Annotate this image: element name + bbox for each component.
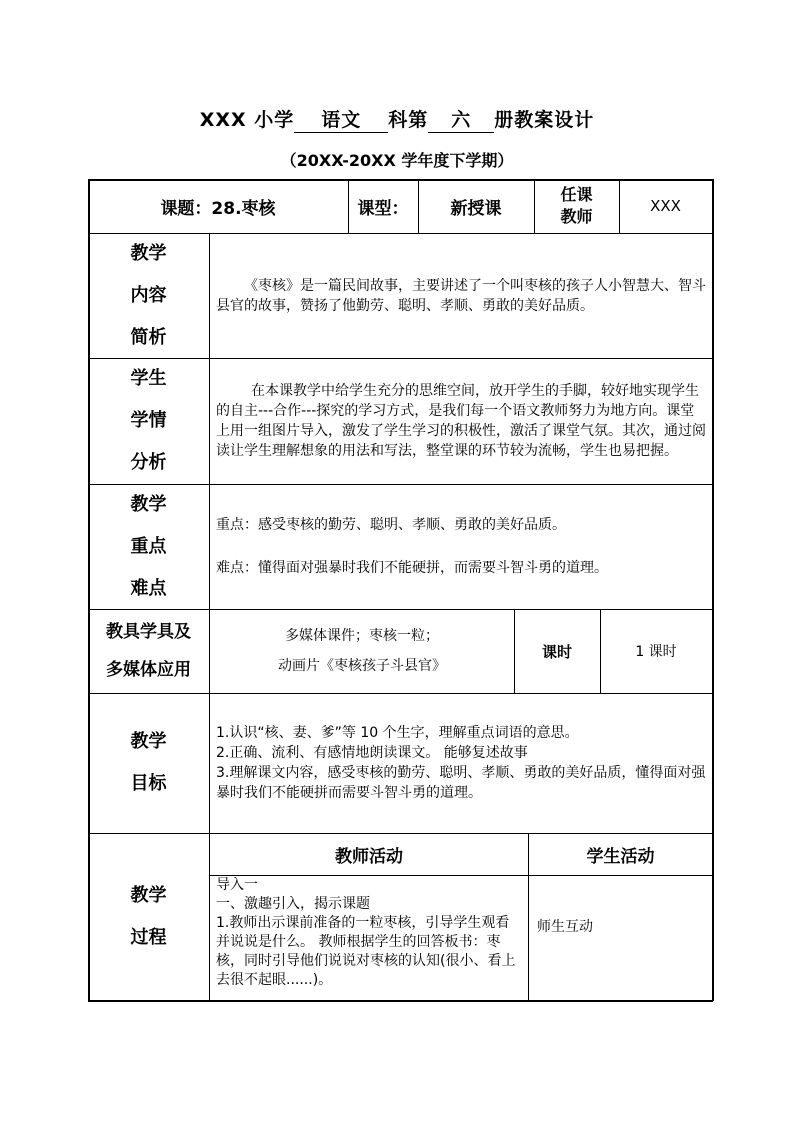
difficult-point: 难点：懂得面对强暴时我们不能硬拼，而需要斗智斗勇的道理。 xyxy=(216,560,608,576)
type-value: 新授课 xyxy=(450,198,502,219)
goal-item-2: 2.正确、流利、有感情地朗读课文。 能够复述故事 xyxy=(216,745,528,761)
process-label: 教学 过程 xyxy=(130,884,167,948)
teacher-value: XXX xyxy=(650,197,681,215)
intro-heading: 导入一 xyxy=(216,877,258,893)
term-subtitle: （20XX-20XX 学年度下学期） xyxy=(280,151,514,170)
goals-text xyxy=(210,693,712,833)
content-label: 教学 内容 简析 xyxy=(130,242,167,348)
volume-blank: 六 xyxy=(428,105,494,133)
content-text: 《枣核》是一篇民间故事，主要讲述了一个叫枣核的孩子人小智慧大、智斗县官的故事，赞扬了他勤劳、聪明、孝顺、勇敢的美好品质。 xyxy=(216,277,706,314)
type-label-cell xyxy=(348,179,418,233)
hours-value-cell xyxy=(600,609,712,693)
teacher-label-cell xyxy=(534,179,619,233)
hours-value: 1 课时 xyxy=(635,644,677,660)
section-heading: 一、激趣引入，揭示课题 xyxy=(216,896,370,912)
school-name: XXX 小学 xyxy=(199,109,295,131)
title-suffix: 册教案设计 xyxy=(494,109,595,131)
subject-mid: 科第 xyxy=(388,109,429,131)
teacher-value-cell xyxy=(619,179,712,233)
lesson-plan-table xyxy=(88,179,713,1001)
media-item-1: 多媒体课件；枣核一粒； xyxy=(285,628,439,644)
type-value-cell xyxy=(418,179,534,233)
teacher-label-2: 教师 xyxy=(560,207,593,226)
topic-cell xyxy=(88,179,348,233)
subject-blank: 语文 xyxy=(294,105,388,133)
media-items xyxy=(210,609,514,693)
students-label: 学生 学情 分析 xyxy=(130,368,167,473)
goal-item-1: 1.认识“核、妻、爹”等 10 个生字，理解重点词语的意思。 xyxy=(216,725,579,741)
goal-item-3: 3.理解课文内容，感受枣核的勤劳、聪明、孝顺、勇敢的美好品质，懂得面对强暴时我们不能硬拼而需要斗智斗勇的道理。 xyxy=(216,765,706,801)
students-text: 在本课教学中给学生充分的思维空间，放开学生的手脚，较好地实现学生的自主---合作---探究的学习方式，是我们每一个语文教师努力为地方向。课堂上用一组图片导入，激发了学生学习的积极性，激活了课堂气氛。其次，通过阅读让学生理解想象的用法和写法，整堂课的环节较为流畅，学生也易把握。 xyxy=(216,383,706,459)
teacher-label-1: 任课 xyxy=(560,185,593,204)
hours-label-cell xyxy=(514,609,600,693)
type-label: 课型： xyxy=(357,198,409,219)
hours-label: 课时 xyxy=(541,642,572,661)
teacher-activity-header: 教师活动 xyxy=(335,846,403,867)
page-title xyxy=(0,105,794,133)
teacher-activity-text xyxy=(210,876,528,1000)
key-point: 重点：感受枣核的勤劳、聪明、孝顺、勇敢的美好品质。 xyxy=(216,517,566,533)
media-label: 教具学具及 多媒体应用 xyxy=(106,622,191,680)
keypoints-label: 教学 重点 难点 xyxy=(130,493,167,599)
student-activity-header: 学生活动 xyxy=(586,846,655,867)
goals-label: 教学 目标 xyxy=(130,731,167,794)
student-activity-text: 师生互动 xyxy=(537,919,593,935)
topic-label: 课题：28.枣核 xyxy=(160,198,276,219)
activity-step: 1.教师出示课前准备的一粒枣核，引导学生观看并说说是什么。 教师根据学生的回答板书：枣核，同时引导他们说说对枣核的认知(很小、看上去很不起眼......)。 xyxy=(216,915,516,988)
media-item-2: 动画片《枣核孩子斗县官》 xyxy=(278,658,446,674)
